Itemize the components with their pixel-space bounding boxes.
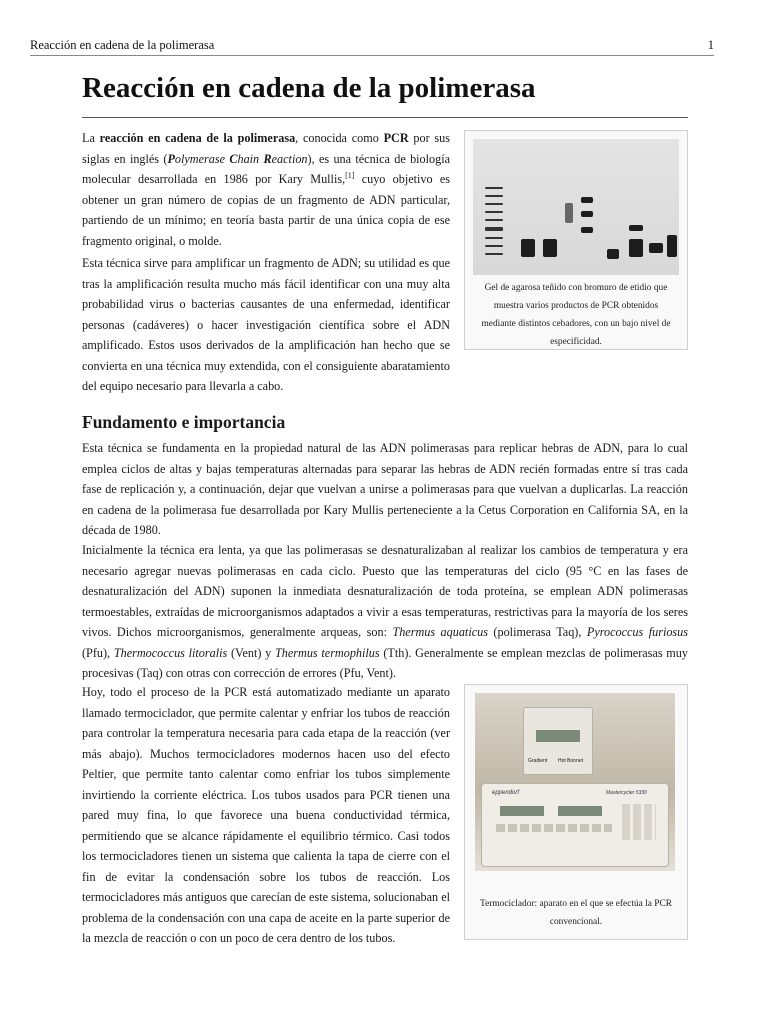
gel-ladder-band	[485, 219, 503, 221]
lid-label: Hot Bonnet	[558, 758, 584, 764]
gel-band	[543, 239, 557, 257]
gel-ladder-band	[485, 203, 503, 205]
intro-paragraph-1	[82, 128, 450, 251]
header-rule	[30, 55, 714, 56]
text-run: (Vent) y	[227, 645, 275, 660]
gel-ladder-band	[485, 253, 503, 255]
gel-image	[473, 139, 679, 275]
keypad	[622, 804, 656, 840]
section-paragraph-1: Esta técnica se fundamenta en la propiedad natural de las ADN polimerasas para replicar hebras de ADN, para lo cual emplea ciclos de altas y bajas temperaturas alternadas para separar las hebras de ADN recién formadas entre sí tras cada fase de replicación y, a continuación, dejar que vuelvan a unirse a polimerasas para que vuelvan a duplicarlas. La reacción en cadena de la polimerasa fue desarrollada por Kary Mullis perteneciente a la Cetus Corporation en California SA, en la década de 1980.	[82, 441, 688, 537]
italic-term	[167, 152, 225, 166]
brand-logo: eppendorf	[492, 790, 520, 796]
thermocycler-lid	[523, 707, 593, 775]
figure-caption: Termociclador: aparato en el que se efectúa la PCR convencional.	[480, 899, 672, 927]
gel-band	[521, 239, 535, 257]
gel-band	[629, 225, 643, 231]
running-title: Reacción en cadena de la polimerasa	[30, 38, 215, 52]
gel-ladder-band	[485, 227, 503, 231]
text-run: (Tth). Generalmente se emplean mezclas de polimerasas muy procesivas (Taq) con otras con corrección de errores (Pfu, Vent).	[82, 645, 688, 680]
italic-term: Thermus aquaticus	[392, 625, 488, 639]
figure-thermocycler	[464, 684, 688, 940]
italic-term: Thermococcus litoralis	[113, 645, 228, 660]
section-heading: Fundamento e importancia	[82, 412, 286, 432]
gel-ladder-band	[485, 245, 503, 247]
gel-band	[565, 203, 573, 223]
page-number: 1	[707, 38, 714, 52]
gel-band	[581, 211, 593, 217]
figure-caption: Gel de agarosa teñido con bromuro de etidio que muestra varios productos de PCR obtenidos mediante distintos cebadores, con un bajo nivel de especificidad.	[481, 283, 671, 347]
section-paragraph-2	[82, 540, 688, 684]
italic-term	[229, 152, 259, 166]
gel-band	[667, 235, 677, 257]
text-run: por sus siglas en inglés (	[82, 131, 450, 166]
title-rule	[82, 117, 688, 118]
acronym-letter: C	[229, 151, 238, 166]
intro-paragraph-2: Esta técnica sirve para amplificar un fragmento de ADN; su utilidad es que tras la amplificación resulta mucho más fácil identificar con una muy alta probabilidad virus o bacterias causantes de una enfermedad, identificar personas (cadáveres) o hacer investigación científica sobre el ADN amplificado. Estos usos derivados de la amplificación han hecho que se convierta en una técnica muy extendida, con el consiguiente abaratamiento del equipo necesario para llevarla a cabo.	[82, 256, 450, 393]
model-label: Mastercycler 5330	[606, 790, 647, 796]
button-row	[496, 824, 612, 832]
text-run: Inicialmente la técnica era lenta, ya que las polimerasas se desnaturalizaban al realizar los cambios de temperatura y era necesario agregar nuevas polimerasas en cada ciclo. Puesto que las temperaturas del ciclo (95 °C en las fases de desnaturalización del ADN) suponen la inmediata desnaturalización de toda proteína, se emplean ADN polimerasas termoestables, extraídas de microorganismos adaptados a vivir a esas temperaturas, restrictivas para la mayoría de los seres vivos. Dichos microorganismos, generalmente arqueas, son:	[82, 543, 688, 639]
acronym-rest: eaction	[271, 151, 308, 166]
italic-term: Thermus termophilus	[275, 645, 380, 660]
italic-term	[264, 152, 308, 166]
section-paragraph-3: Hoy, todo el proceso de la PCR está automatizado mediante un aparato llamado termociclador, que permite calentar y enfriar los tubos de reacción para controlar la temperatura necesaria para cada etapa de la reacción (ver más abajo). Muchos termocicladores modernos hacen uso del efecto Peltier, que permite tanto calentar como enfriar los tubos simplemente invirtiendo la corriente eléctrica. Los tubos usados para PCR tienen una pared muy fina, lo que favorece una buena conductividad térmica, permitiendo que se alcance rápidamente el equilibrio térmico. Casi todos los termocicladores tienen un sistema que calienta la tapa de cierre con el fin de evitar la condensación sobre los tubos de reacción. Los termocicladores más antiguos que carecían de este sistema, solucionaban el problema de la condensación con una capa de aceite en la parte superior de la mezcla de reacción o con un poco de cera dentro de los tubos.	[82, 685, 450, 945]
text-run: (Pfu),	[82, 645, 114, 660]
lid-label: Gradient	[528, 758, 548, 764]
text-run: (polimerasa Taq),	[487, 625, 587, 639]
running-header	[30, 38, 714, 53]
gel-ladder-band	[485, 187, 503, 189]
italic-term: Pyrococcus furiosus	[586, 625, 689, 639]
bold-term: PCR	[383, 131, 409, 145]
reference-link[interactable]: [1]	[345, 170, 355, 180]
gel-ladder-band	[485, 211, 503, 213]
acronym-letter: R	[263, 151, 272, 166]
gel-band	[629, 239, 643, 257]
gel-ladder-band	[485, 237, 503, 239]
base-display	[558, 806, 602, 816]
text-run: , conocida como	[295, 131, 384, 145]
acronym-letter: P	[167, 151, 175, 166]
gel-band	[581, 227, 593, 233]
base-display	[500, 806, 544, 816]
page-title: Reacción en cadena de la polimerasa	[82, 72, 536, 104]
figure-gel	[464, 130, 688, 350]
gel-band	[581, 197, 593, 203]
text-run: cuyo objetivo es obtener un gran número de copias de un fragmento de ADN particular, partiendo de un mínimo; en teoría basta partir de una única copia de ese fragmento original, o molde.	[82, 172, 450, 248]
gel-band	[649, 243, 663, 253]
gel-band	[607, 249, 619, 259]
thermocycler-photo	[475, 693, 675, 871]
text-run: ), es una técnica de biología molecular desarrollada en 1986 por Kary Mullis,	[82, 151, 451, 186]
lid-display	[536, 730, 580, 742]
gel-ladder-band	[485, 195, 503, 197]
acronym-rest: hain	[237, 151, 260, 166]
text-run: La	[82, 131, 100, 145]
bold-term: reacción en cadena de la polimerasa	[99, 131, 296, 145]
acronym-rest: olymerase	[174, 151, 225, 166]
thermocycler-base	[481, 783, 669, 867]
